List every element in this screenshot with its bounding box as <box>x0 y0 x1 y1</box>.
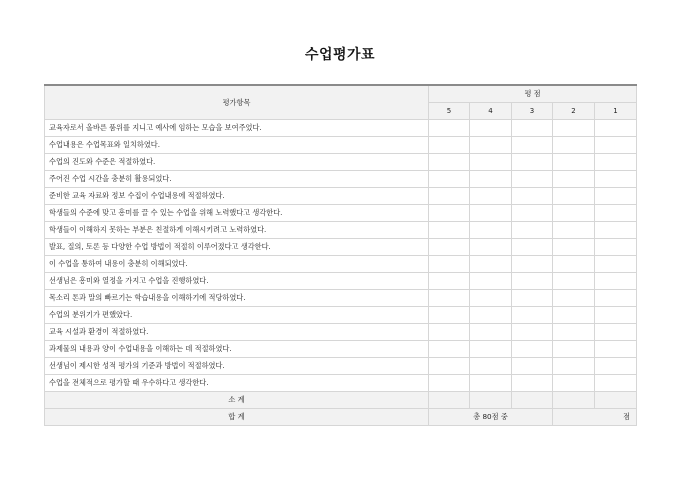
score-cell-3[interactable] <box>512 222 553 239</box>
score-cell-5[interactable] <box>429 137 470 154</box>
score-cell-4[interactable] <box>470 324 512 341</box>
table-row <box>45 341 637 358</box>
score-cell-1[interactable] <box>595 171 637 188</box>
score-cell-4[interactable] <box>470 290 512 307</box>
score-cell-1[interactable] <box>595 273 637 290</box>
score-cell-4[interactable] <box>470 256 512 273</box>
table-row <box>45 256 637 273</box>
table-row <box>45 188 637 205</box>
score-cell-5[interactable] <box>429 120 470 137</box>
score-cell-2[interactable] <box>553 222 595 239</box>
item-text: 수업의 분위기가 편했았다. <box>45 307 429 324</box>
score-cell-1[interactable] <box>595 188 637 205</box>
item-text: 준비한 교육 자료와 정보 수집이 수업내용에 적절하였다. <box>45 188 429 205</box>
score-cell-4[interactable] <box>470 341 512 358</box>
score-cell-1[interactable] <box>595 290 637 307</box>
score-cell-2[interactable] <box>553 154 595 171</box>
score-1-header: 1 <box>595 103 637 120</box>
score-cell-2[interactable] <box>553 375 595 392</box>
table-row <box>45 222 637 239</box>
table-row <box>45 239 637 256</box>
score-2-header: 2 <box>553 103 595 120</box>
score-cell-1[interactable] <box>595 239 637 256</box>
score-cell-4[interactable] <box>470 154 512 171</box>
score-cell-1[interactable] <box>595 324 637 341</box>
score-cell-4[interactable] <box>470 137 512 154</box>
table-row <box>45 307 637 324</box>
item-text: 발표, 질의, 토론 등 다양한 수업 방법이 적절히 이루어졌다고 생각한다. <box>45 239 429 256</box>
table-row <box>45 358 637 375</box>
score-cell-1[interactable] <box>595 137 637 154</box>
item-text: 학생들이 이해하지 못하는 부분은 친절하게 이해시키려고 노력하였다. <box>45 222 429 239</box>
item-text: 이 수업을 통하여 내용이 충분히 이해되었다. <box>45 256 429 273</box>
item-text: 수업내용은 수업목표와 일치하였다. <box>45 137 429 154</box>
score-cell-2[interactable] <box>553 307 595 324</box>
score-cell-1[interactable] <box>595 222 637 239</box>
score-cell-4[interactable] <box>470 222 512 239</box>
score-cell-5[interactable] <box>429 375 470 392</box>
item-text: 학생들의 수준에 맞고 흥미를 끌 수 있는 수업을 위해 노력했다고 생각한다. <box>45 205 429 222</box>
score-cell-3[interactable] <box>512 375 553 392</box>
item-text: 선생님이 제시한 성적 평가의 기준과 방법이 적절하였다. <box>45 358 429 375</box>
score-cell-5[interactable] <box>429 256 470 273</box>
score-cell-1[interactable] <box>595 375 637 392</box>
table-row <box>45 171 637 188</box>
score-cell-5[interactable] <box>429 341 470 358</box>
item-text: 수업의 진도와 수준은 적절하였다. <box>45 154 429 171</box>
table-row <box>45 120 637 137</box>
score-cell-5[interactable] <box>429 205 470 222</box>
score-cell-4[interactable] <box>470 273 512 290</box>
item-text: 목소리 톤과 말의 빠르기는 학습내용을 이해하기에 적당하였다. <box>45 290 429 307</box>
subtotal-cell-1[interactable] <box>595 392 637 409</box>
score-cell-3[interactable] <box>512 205 553 222</box>
score-cell-2[interactable] <box>553 120 595 137</box>
subtotal-cell-3[interactable] <box>512 392 553 409</box>
subtotal-row <box>45 392 637 409</box>
score-cell-2[interactable] <box>553 171 595 188</box>
score-cell-2[interactable] <box>553 188 595 205</box>
score-cell-2[interactable] <box>553 137 595 154</box>
score-cell-3[interactable] <box>512 307 553 324</box>
score-cell-2[interactable] <box>553 256 595 273</box>
item-text: 주어진 수업 시간을 충분히 활용되었다. <box>45 171 429 188</box>
item-text: 과제물의 내용과 양이 수업내용을 이해하는 데 적절하였다. <box>45 341 429 358</box>
score-cell-3[interactable] <box>512 256 553 273</box>
score-cell-5[interactable] <box>429 358 470 375</box>
score-cell-1[interactable] <box>595 205 637 222</box>
score-cell-1[interactable] <box>595 307 637 324</box>
score-5-header: 5 <box>429 103 470 120</box>
score-cell-3[interactable] <box>512 358 553 375</box>
score-4-header: 4 <box>470 103 512 120</box>
score-cell-3[interactable] <box>512 290 553 307</box>
score-cell-2[interactable] <box>553 239 595 256</box>
score-cell-2[interactable] <box>553 341 595 358</box>
score-cell-1[interactable] <box>595 256 637 273</box>
table-row <box>45 137 637 154</box>
score-cell-4[interactable] <box>470 120 512 137</box>
total-label: 합 계 <box>45 409 429 426</box>
score-cell-3[interactable] <box>512 137 553 154</box>
score-cell-5[interactable] <box>429 188 470 205</box>
score-cell-3[interactable] <box>512 154 553 171</box>
table-row <box>45 205 637 222</box>
score-cell-2[interactable] <box>553 290 595 307</box>
total-row <box>45 409 637 426</box>
score-cell-4[interactable] <box>470 171 512 188</box>
page-title: 수업평가표 <box>304 47 376 63</box>
score-cell-3[interactable] <box>512 341 553 358</box>
header-row-1 <box>45 85 637 103</box>
score-cell-2[interactable] <box>553 324 595 341</box>
score-cell-5[interactable] <box>429 273 470 290</box>
score-cell-2[interactable] <box>553 358 595 375</box>
subtotal-cell-2[interactable] <box>553 392 595 409</box>
score-column-header: 평 점 <box>429 85 637 103</box>
score-cell-2[interactable] <box>553 205 595 222</box>
item-text: 교육 시설과 환경이 적절하였다. <box>45 324 429 341</box>
item-text: 선생님은 흥미와 열정을 가지고 수업을 진행하였다. <box>45 273 429 290</box>
table-row <box>45 290 637 307</box>
score-cell-3[interactable] <box>512 324 553 341</box>
item-rows <box>45 120 637 392</box>
score-cell-5[interactable] <box>429 290 470 307</box>
score-cell-3[interactable] <box>512 120 553 137</box>
score-cell-5[interactable] <box>429 324 470 341</box>
score-cell-3[interactable] <box>512 273 553 290</box>
score-cell-4[interactable] <box>470 358 512 375</box>
score-cell-4[interactable] <box>470 205 512 222</box>
score-cell-5[interactable] <box>429 222 470 239</box>
score-cell-4[interactable] <box>470 307 512 324</box>
score-cell-3[interactable] <box>512 188 553 205</box>
score-cell-1[interactable] <box>595 358 637 375</box>
total-max-text: 총 80점 중 <box>429 409 553 426</box>
table-row <box>45 375 637 392</box>
score-3-header: 3 <box>512 103 553 120</box>
score-cell-4[interactable] <box>470 188 512 205</box>
score-cell-4[interactable] <box>470 239 512 256</box>
score-cell-3[interactable] <box>512 171 553 188</box>
score-cell-3[interactable] <box>512 239 553 256</box>
score-cell-5[interactable] <box>429 154 470 171</box>
item-text: 교육자로서 올바른 품위를 지니고 예사에 임하는 모습을 보여주었다. <box>45 120 429 137</box>
table-row <box>45 273 637 290</box>
score-cell-1[interactable] <box>595 120 637 137</box>
item-column-header: 평가항목 <box>45 85 429 120</box>
item-text: 수업을 전체적으로 평가할 때 우수하다고 생각한다. <box>45 375 429 392</box>
score-cell-5[interactable] <box>429 171 470 188</box>
subtotal-cell-4[interactable] <box>470 392 512 409</box>
table-row <box>45 324 637 341</box>
evaluation-table <box>44 84 637 426</box>
table-row <box>45 154 637 171</box>
subtotal-cell-5[interactable] <box>429 392 470 409</box>
score-cell-5[interactable] <box>429 307 470 324</box>
score-cell-1[interactable] <box>595 341 637 358</box>
score-cell-4[interactable] <box>470 375 512 392</box>
score-cell-1[interactable] <box>595 154 637 171</box>
subtotal-label: 소 계 <box>45 392 429 409</box>
score-cell-5[interactable] <box>429 239 470 256</box>
total-score-cell[interactable]: 점 <box>553 409 637 426</box>
score-cell-2[interactable] <box>553 273 595 290</box>
